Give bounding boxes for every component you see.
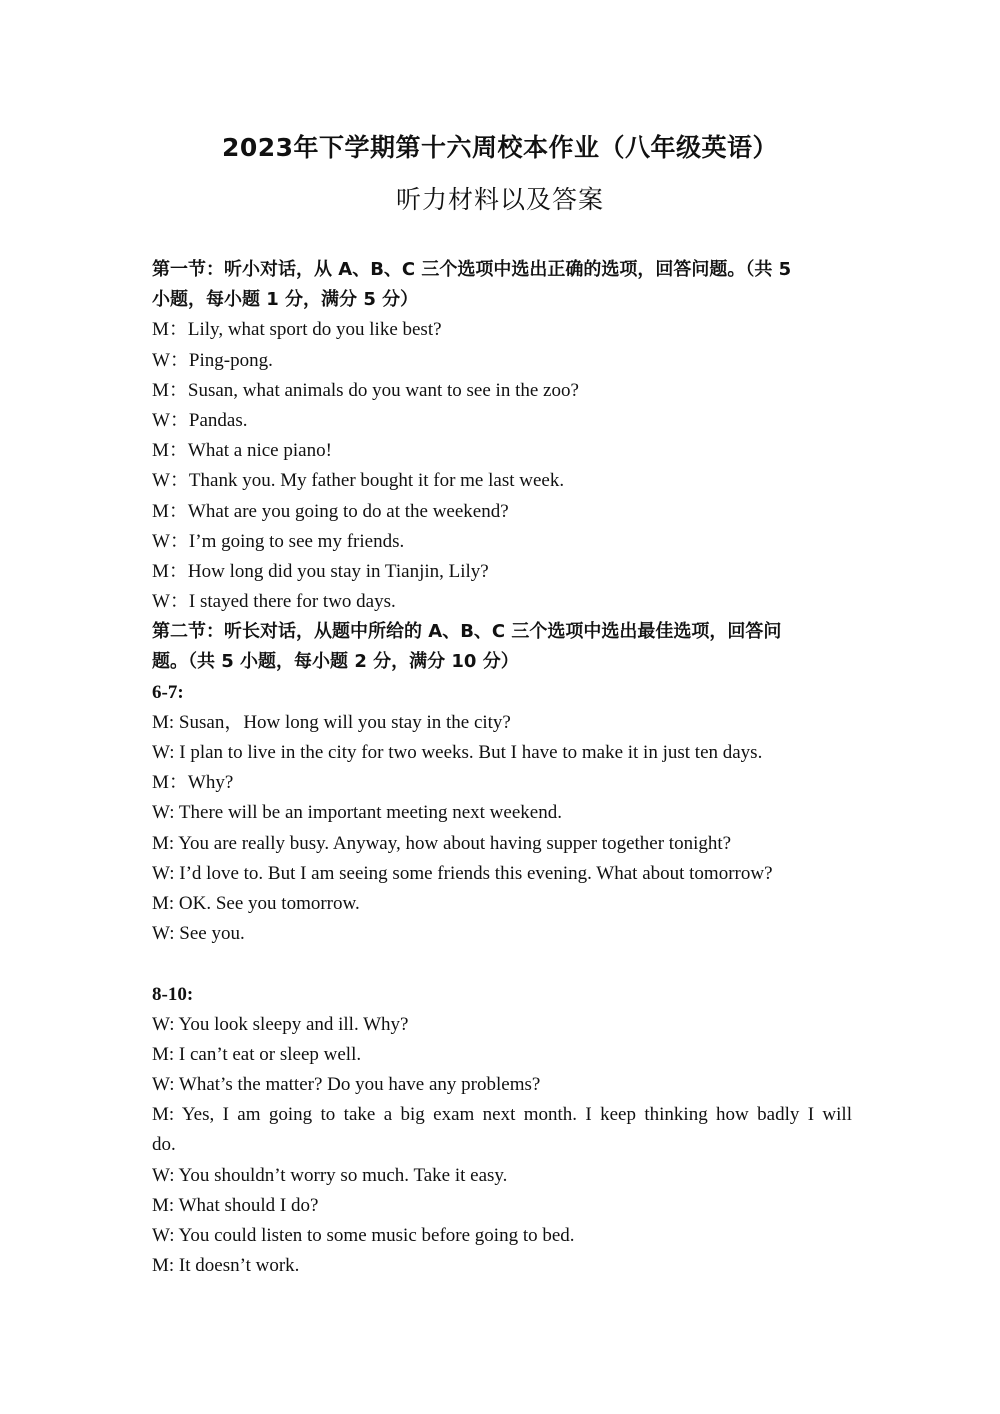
dialogue-line-continued: do. <box>152 1134 176 1156</box>
dialogue-line: M：What are you going to do at the weekend? <box>152 500 509 522</box>
section1-heading-line2: 小题，每小题 1 分，满分 5 分） <box>152 289 419 311</box>
dialogue-line: M: It doesn’t work. <box>152 1255 300 1277</box>
page-subtitle: 听力材料以及答案 <box>395 185 604 214</box>
dialogue-line: W：Pandas. <box>152 409 248 431</box>
dialogue-line: M：Lily, what sport do you like best? <box>152 319 442 341</box>
dialogue-line: M：Why? <box>152 772 234 794</box>
dialogue-line: W: There will be an important meeting next weekend. <box>152 802 562 824</box>
dialogue-line: W: See you. <box>152 923 245 945</box>
dialogue-line: W：Thank you. My father bought it for me last week. <box>152 470 565 492</box>
section2-heading-line1: 第二节：听长对话，从题中所给的 A、B、C 三个选项中选出最佳选项，回答问 <box>152 621 782 643</box>
dialogue-line: W: What’s the matter? Do you have any problems? <box>152 1074 541 1096</box>
dialogue-line: M: Susan，How long will you stay in the city? <box>152 711 511 733</box>
page-title: 2023年下学期第十六周校本作业（八年级英语） <box>221 133 779 162</box>
dialogue-line: M：How long did you stay in Tianjin, Lily? <box>152 560 489 582</box>
dialogue-line: W：I stayed there for two days. <box>152 591 396 613</box>
dialogue-line: M: I can’t eat or sleep well. <box>152 1043 362 1065</box>
section2-heading-line2: 题。（共 5 小题，每小题 2 分，满分 10 分） <box>152 651 519 673</box>
dialogue-line: W: You shouldn’t worry so much. Take it easy. <box>152 1164 508 1186</box>
dialogue-line: W: I plan to live in the city for two weeks. But I have to make it in just ten days. <box>152 742 763 763</box>
dialogue-line: W: I’d love to. But I am seeing some friends this evening. What about tomorrow? <box>152 862 773 884</box>
dialogue-line: M：Susan, what animals do you want to see in the zoo? <box>152 379 579 401</box>
document-body <box>152 255 852 1281</box>
dialogue-line: M：What a nice piano! <box>152 440 332 462</box>
dialogue-line: M: Yes, I am going to take a big exam next month. I keep thinking how badly I will <box>152 1104 852 1126</box>
dialogue-line: W：Ping-pong. <box>152 349 273 371</box>
dialogue-line: W：I’m going to see my friends. <box>152 530 405 552</box>
question-group-label: 6-7: <box>152 681 184 703</box>
dialogue-line: W: You look sleepy and ill. Why? <box>152 1013 409 1035</box>
dialogue-line: M: You are really busy. Anyway, how about having supper together tonight? <box>152 832 732 854</box>
dialogue-line: W: You could listen to some music before going to bed. <box>152 1225 575 1246</box>
dialogue-line: M: OK. See you tomorrow. <box>152 892 360 914</box>
dialogue-line: M: What should I do? <box>152 1194 319 1216</box>
question-group-label: 8-10: <box>152 983 194 1005</box>
blank-line <box>152 949 852 979</box>
section1-heading-line1: 第一节：听小对话，从 A、B、C 三个选项中选出正确的选项，回答问题。（共 5 <box>152 259 792 280</box>
